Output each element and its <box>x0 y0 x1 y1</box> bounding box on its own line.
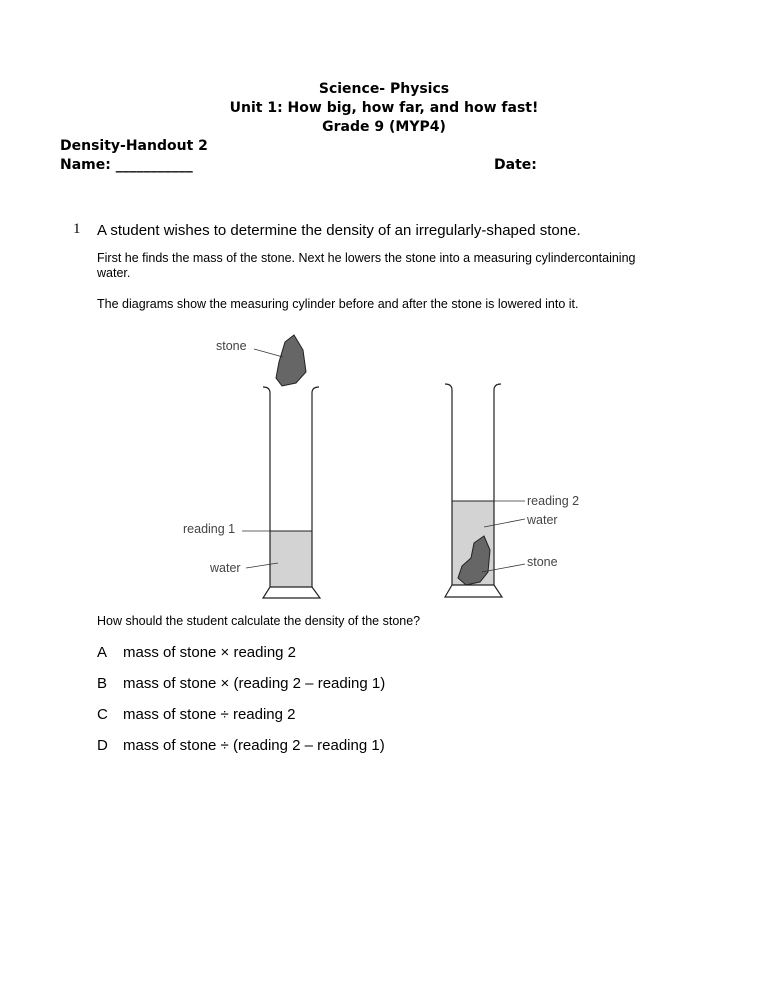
label-stone-in: stone <box>527 555 558 569</box>
question-paragraph-1: First he finds the mass of the stone. Next he lowers the stone into a measuring cylindercontaining <box>97 251 636 265</box>
question-paragraph-1-cont: water. <box>97 266 131 280</box>
label-reading-2: reading 2 <box>527 494 580 508</box>
question-number: 1 <box>73 221 81 237</box>
date-field: Date: <box>494 157 537 173</box>
label-water-1: water <box>210 561 241 575</box>
water-fill-1 <box>270 531 312 587</box>
name-field: Name: ___________ <box>60 157 193 173</box>
option-text-d: mass of stone ÷ (reading 2 – reading 1) <box>123 737 385 754</box>
option-letter-c: C <box>97 706 108 723</box>
label-stone-top: stone <box>216 339 247 353</box>
unit-title: Unit 1: How big, how far, and how fast! <box>229 100 539 116</box>
stone-icon <box>276 335 306 386</box>
question-paragraph-2: The diagrams show the measuring cylinder before and after the stone is lowered into it. <box>97 297 579 311</box>
subject-title: Science- Physics <box>318 81 450 97</box>
option-text-a: mass of stone × reading 2 <box>123 644 297 661</box>
grade-title: Grade 9 (MYP4) <box>322 119 446 135</box>
option-text-c: mass of stone ÷ reading 2 <box>123 706 296 723</box>
question-stem: A student wishes to determine the density of an irregularly-shaped stone. <box>97 222 581 239</box>
label-water-2: water <box>527 513 558 527</box>
option-letter-b: B <box>97 675 108 692</box>
label-reading-1: reading 1 <box>183 522 236 536</box>
option-letter-d: D <box>97 737 108 754</box>
handout-title: Density-Handout 2 <box>60 138 208 154</box>
option-text-b: mass of stone × (reading 2 – reading 1) <box>123 675 386 692</box>
question-prompt: How should the student calculate the density of the stone? <box>97 614 421 628</box>
option-letter-a: A <box>97 644 108 661</box>
